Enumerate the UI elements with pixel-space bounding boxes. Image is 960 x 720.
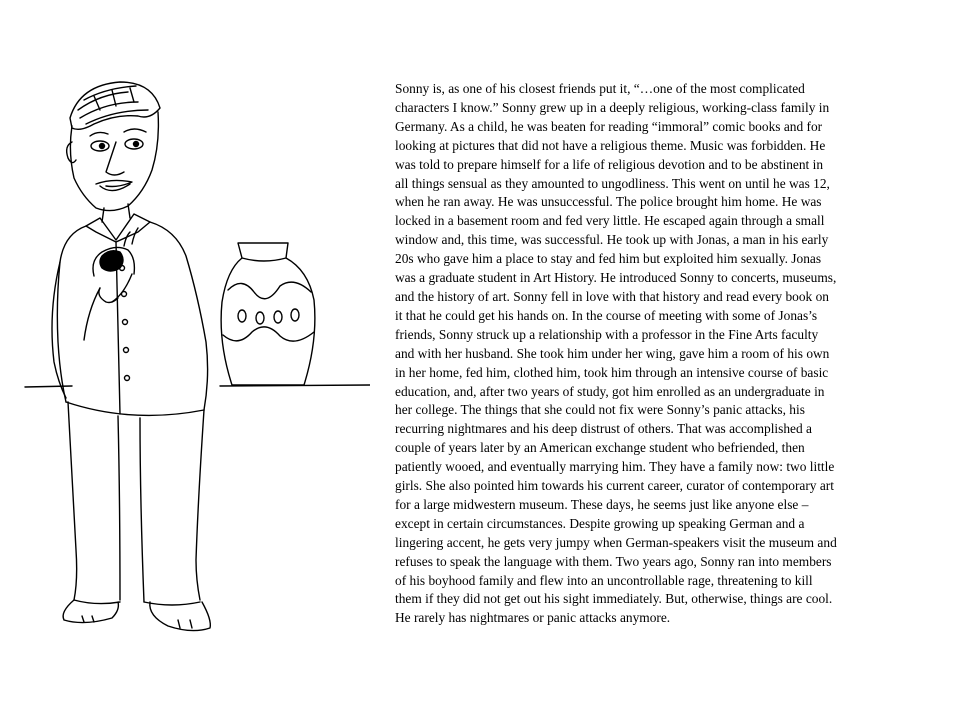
story-line: it that he could get his hands on. In the course of meeting with some of Jonas’s xyxy=(395,307,818,323)
story-line: when he ran away. He was unsuccessful. The police brought him home. He was xyxy=(395,194,822,210)
story-line: except in certain circumstances. Despite growing up speaking German and a xyxy=(395,515,805,531)
story-line: education, and, after two years of study, got him enrolled as an undergraduate in xyxy=(395,383,825,399)
story-line: was told to prepare himself for a life of religious devotion and to be abstinent in xyxy=(395,156,824,172)
face xyxy=(67,112,159,211)
story-line: Sonny is, as one of his closest friends put it, “…one of the most complicated xyxy=(395,81,805,96)
story-line: friends, Sonny struck up a relationship with a professor in the Fine Arts faculty xyxy=(395,326,819,342)
story-line: and the history of art. Sonny fell in love with that history and read every book on xyxy=(395,288,829,304)
story-line: for a large midwestern museum. These days, he seems just like anyone else – xyxy=(395,496,809,512)
story-line: window and, this time, was successful. He took up with Jonas, a man in his early xyxy=(395,232,829,248)
story-line: lingering accent, he gets very jumpy when German-speakers visit the museum and xyxy=(395,534,837,550)
story-line: looking at pictures that did not have a religious theme. Music was forbidden. He xyxy=(395,137,826,153)
story-line: and with her husband. She took him under her wing, gave him a room of his own xyxy=(395,345,830,361)
man-and-vase-drawing xyxy=(20,80,370,650)
shirt xyxy=(57,222,207,415)
story-line: in her home, fed him, clothed him, took him through an intensive course of basic xyxy=(395,364,829,380)
story-line: recurring nightmares and his deep distrust of others. That was accomplished a xyxy=(395,421,812,437)
story-line: characters I know.” Sonny grew up in a deeply religious, working-class family in xyxy=(395,99,830,115)
story-line: of his boyhood family and flew into an uncontrollable rage, threatening to kill xyxy=(395,572,813,588)
story-line: locked in a basement room and fed very little. He escaped again through a small xyxy=(395,213,825,229)
trousers xyxy=(68,402,204,605)
held-object xyxy=(100,251,123,271)
story-line: patiently wooed, and eventually marrying him. They have a family now: two little xyxy=(395,459,835,475)
right-arm xyxy=(84,228,138,340)
story-paragraph xyxy=(395,80,930,628)
story-line: was a graduate student in Art History. He introduced Sonny to concerts, museums, xyxy=(395,270,837,286)
story-line: refuses to speak the language with them. Two years ago, Sonny ran into members xyxy=(395,553,832,569)
story-line: 20s who gave him a place to stay and fed him but exploited him sexually. Jonas xyxy=(395,251,822,267)
story-line: He rarely has nightmares or panic attacks anymore. xyxy=(395,610,671,626)
story-line: her college. The things that she could not fix were Sonny’s panic attacks, his xyxy=(395,402,805,418)
hair xyxy=(70,82,160,129)
story-line: them if they did not get out his sight immediately. But, otherwise, things are cool. xyxy=(395,591,833,607)
floor-line-left xyxy=(25,386,72,387)
story-line: Germany. As a child, he was beaten for reading “immoral” comic books and for xyxy=(395,118,823,134)
story-line: girls. She also pointed him towards his current career, curator of contemporary art xyxy=(395,478,834,494)
story-line: all things sensual as they amounted to ungodliness. This went on until he was 12, xyxy=(395,175,830,191)
vase xyxy=(221,243,315,385)
story-line: couple of years later by an American exchange student who befriended, then xyxy=(395,440,805,456)
